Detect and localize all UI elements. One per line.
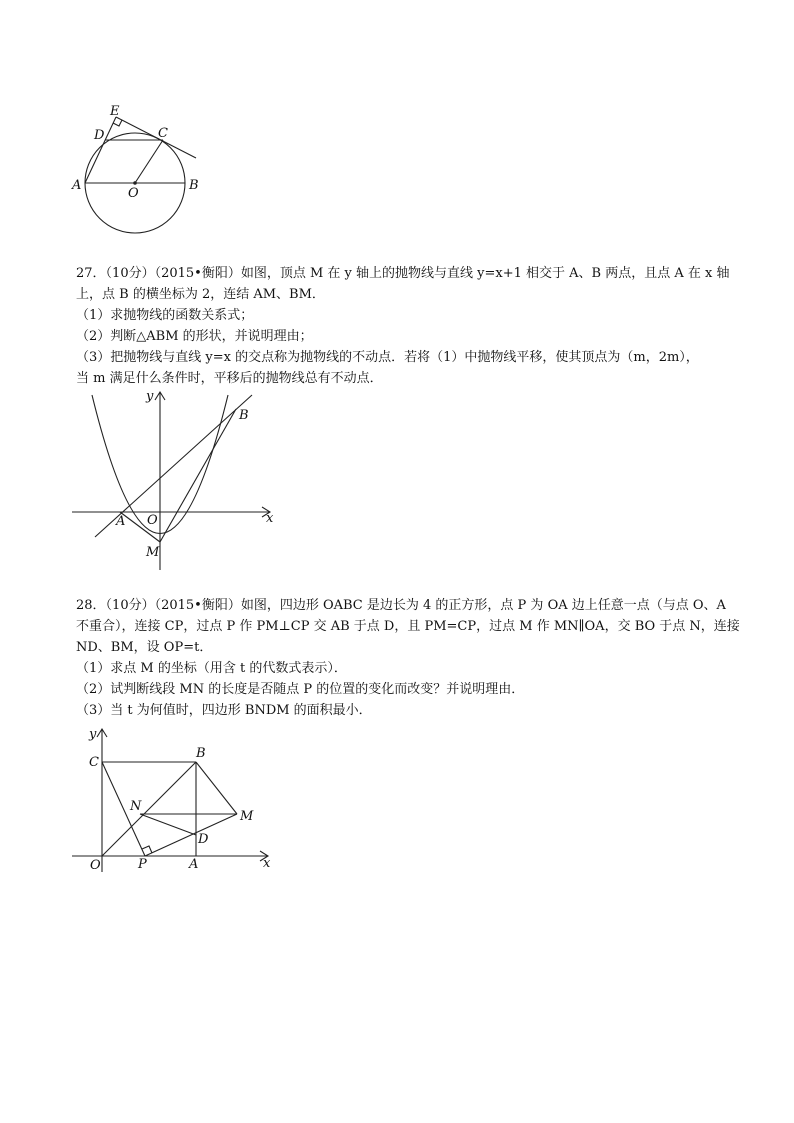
- problem-28-line-3: ND、BM，设 OP=t．: [76, 640, 213, 655]
- label-c: C: [89, 755, 99, 770]
- segment-oc: [135, 140, 163, 183]
- center-dot: [133, 181, 137, 185]
- problem-28-question-3: （3）当 t 为何值时，四边形 BNDM 的面积最小．: [76, 703, 372, 718]
- label-c: C: [158, 126, 168, 141]
- label-o: O: [90, 858, 101, 873]
- segment-nd: [140, 814, 196, 835]
- problem-28-question-1: （1）求点 M 的坐标（用含 t 的代数式表示）．: [76, 661, 347, 676]
- problem-28: [76, 595, 740, 721]
- label-b: B: [239, 408, 249, 423]
- problem-28-line-1: 28．（10分）（2015•衡阳）如图，四边形 OABC 是边长为 4 的正方形，点 P 为 OA 边上任意一点（与点 O、A: [76, 598, 726, 613]
- label-e: E: [110, 104, 120, 119]
- label-b: B: [196, 746, 206, 761]
- label-o: O: [147, 513, 158, 528]
- problem-27-question-3b: 当 m 满足什么条件时，平移后的抛物线总有不动点．: [76, 371, 383, 386]
- problem-27-line-1: 27．（10分）（2015•衡阳）如图，顶点 M 在 y 轴上的抛物线与直线 y=x+1 相交于 A、B 两点，且点 A 在 x 轴: [76, 266, 730, 281]
- label-x: x: [263, 856, 271, 871]
- label-a: A: [189, 857, 199, 872]
- figure-circle-tangent: [60, 100, 220, 260]
- problem-27-question-2: （2）判断△ABM 的形状，并说明理由；: [76, 329, 313, 344]
- figure-square: [60, 725, 280, 875]
- label-x: x: [266, 511, 274, 526]
- diagonal-ob: [102, 762, 196, 856]
- label-m: M: [146, 545, 160, 560]
- label-a: A: [116, 514, 126, 529]
- problem-27: [76, 263, 730, 389]
- figure-parabola: [60, 385, 290, 580]
- label-p: P: [138, 857, 147, 872]
- segment-ae: [85, 117, 116, 183]
- label-d: D: [94, 128, 105, 143]
- label-b: B: [189, 178, 199, 193]
- segment-pm: [145, 814, 237, 856]
- problem-27-line-2: 上，点 B 的横坐标为 2，连结 AM、BM．: [76, 287, 325, 302]
- segment-bm: [196, 762, 237, 814]
- label-d: D: [198, 832, 209, 847]
- tangent-line: [116, 117, 196, 158]
- segment-bm: [160, 409, 236, 542]
- label-a: A: [72, 178, 82, 193]
- label-y: y: [146, 389, 154, 404]
- label-n: N: [130, 799, 142, 814]
- label-m: M: [240, 809, 254, 824]
- label-y: y: [89, 727, 97, 742]
- problem-27-question-1: （1）求抛物线的函数关系式；: [76, 308, 254, 323]
- label-o: O: [128, 186, 139, 201]
- problem-28-question-2: （2）试判断线段 MN 的长度是否随点 P 的位置的变化而改变？并说明理由．: [76, 682, 525, 697]
- problem-28-line-2: 不重合），连接 CP，过点 P 作 PM⊥CP 交 AB 于点 D，且 PM=CP，过点 M 作 MN∥OA，交 BO 于点 N，连接: [76, 619, 740, 634]
- problem-27-question-3a: （3）把抛物线与直线 y=x 的交点称为抛物线的不动点．若将（1）中抛物线平移，使其顶点为（m，2m），: [76, 350, 699, 365]
